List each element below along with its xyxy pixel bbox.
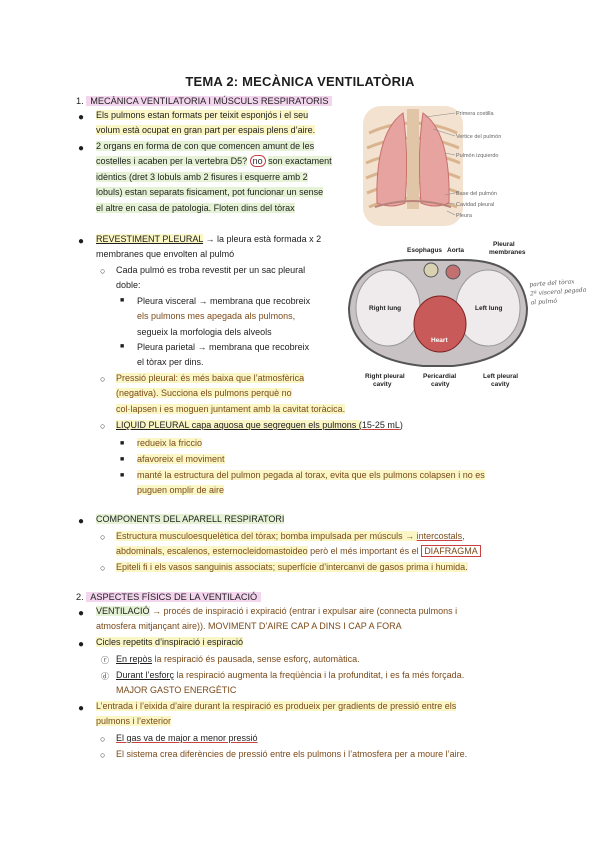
bullet-icon: ● [78, 143, 85, 154]
fig-label: cavity [373, 381, 392, 388]
bullet-icon: ● [78, 703, 85, 714]
fig-label: Pleura [456, 213, 472, 219]
paragraph-pressio: Pressió pleural: és més baixa que l’atmosfèrica (negativa). Succiona els pulmons perquè no col·lapsen i es moguen juntament amb la cavitat toràcica. [116, 373, 346, 414]
fig-label: Primera costilla [456, 111, 494, 117]
paragraph-organs: 2 organs en forma de con que comencen amunt de les costelles i acaben per la vertebra D5? no son exactament idèntics (dret 3 lobuls amb 2 fisures i esquerre amb 2 lobuls) estan separats fisicament, pot funcionar un sense el altre en casa de patologia. Floten dins del tòrax [96, 141, 332, 213]
fig-label: Vertice del pulmón [456, 134, 502, 140]
circle-bullet-icon: ○ [100, 563, 106, 573]
circle-bullet-icon: ○ [100, 734, 106, 744]
circle-bullet-icon: ○ [100, 374, 106, 384]
pleura-figure [343, 238, 533, 388]
section-number: 1. [76, 96, 84, 106]
fig-label: Pericardial [423, 373, 457, 380]
circle-bullet-icon: ○ [100, 266, 106, 276]
bullet-icon: ● [78, 112, 85, 123]
paragraph-esforc: Durant l’esforç la respiració augmenta la freqüència i la profunditat, i es fa més forçada. MAJOR GASTO ENERGÈTIC [116, 670, 465, 696]
circle-bullet-icon: ○ [100, 421, 106, 431]
fig-label: Heart [431, 337, 448, 344]
circle-bullet-icon: ○ [100, 532, 106, 542]
circle-numbered-icon: ⓡ [101, 656, 109, 665]
list-item: redueix la friccio [137, 438, 203, 448]
handwritten-note: parte del tòrax 2ª visceral pegada al pulmó [529, 278, 587, 307]
fig-label: Base del pulmón [456, 191, 497, 197]
paragraph-parietal: Pleura parietal → membrana que recobreix el tòrax per dins. [137, 342, 310, 368]
section-2-heading [76, 592, 261, 602]
square-bullet-icon: ■ [120, 297, 125, 304]
fig-label: Left lung [475, 305, 503, 312]
fig-label: Right lung [369, 305, 402, 312]
square-bullet-icon: ■ [120, 440, 125, 447]
fig-label: membranes [489, 249, 526, 256]
section-number: 2. [76, 592, 84, 602]
section-title: MECÀNICA VENTILATORIA I MÚSCULS RESPIRATORIS [86, 96, 332, 106]
square-bullet-icon: ■ [120, 472, 125, 479]
section-title: ASPECTES FÍSICS DE LA VENTILACIÓ [86, 592, 261, 602]
fig-label: Left pleural [483, 373, 519, 380]
fig-label: cavity [491, 381, 510, 388]
circle-bullet-icon: ○ [100, 750, 106, 760]
paragraph-cada: Cada pulmó es troba revestit per un sac pleural doble: [116, 265, 306, 291]
list-item: manté la estructura del pulmon pegada al torax, evita que els pulmons colapsen i no es puguen omplir de aire [137, 470, 485, 496]
paragraph-pulmons: Els pulmons estan formats per teixit esponjós i el seu volum està ocupat en gran part per espais plens d’aire. [96, 110, 316, 136]
paragraph-cicles: Cicles repetits d’inspiració i espiració [96, 637, 244, 647]
paragraph-repos: En repòs la respiració és pausada, sense esforç, automàtica. [116, 654, 360, 664]
square-bullet-icon: ■ [120, 343, 125, 350]
paragraph-epiteli: Epiteli fi i els vasos sanguinis associats; superfície d’intercanvi de gasos prima i humida. [116, 562, 468, 572]
list-item: afavoreix el moviment [137, 454, 225, 464]
fig-label: Pulmón izquierdo [456, 153, 499, 159]
fig-label: Cavidad pleural [456, 202, 495, 208]
components-heading: COMPONENTS DEL APARELL RESPIRATORI [96, 514, 285, 524]
bullet-icon: ● [78, 608, 85, 619]
page-title: TEMA 2: MECÀNICA VENTILATÒRIA [185, 74, 415, 89]
thorax-figure [355, 103, 535, 228]
bullet-icon: ● [78, 516, 85, 527]
fig-label: cavity [431, 381, 450, 388]
paragraph-revestiment: REVESTIMENT PLEURAL → la pleura està formada x 2 membranes que envolten al pulmó [96, 234, 322, 260]
section-1-heading [76, 96, 332, 106]
paragraph-estructura: Estructura musculoesquelètica del tòrax; bomba impulsada per músculs → intercostals, abdominals, escalenos, esternocleidomastoideo però el més important és el DIAFRAGMA [116, 529, 536, 560]
paragraph-gas: El gas va de major a menor pressió [116, 733, 258, 743]
paragraph-visceral: Pleura visceral → membrana que recobreix els pulmons mes apegada als pulmons, segueix la morfologia dels alveols [137, 296, 311, 337]
bullet-icon: ● [78, 639, 85, 650]
bullet-icon: ● [78, 236, 85, 247]
fig-label: Aorta [447, 247, 464, 254]
paragraph-ventilacio: VENTILACIÓ → procés de inspiració i expiració (entrar i expulsar aire (connecta pulmons i atmosfera mitjançant aire)). MOVIMENT D’AIRE CAP A DINS I CAP A FORA [96, 606, 458, 632]
square-bullet-icon: ■ [120, 456, 125, 463]
paragraph-sistema: El sistema crea diferències de pressió entre els pulmons i l’atmosfera per a moure l’aire. [116, 749, 468, 759]
circle-numbered-icon: ⓓ [101, 672, 109, 681]
fig-label: Esophagus [407, 247, 443, 254]
fig-label: Pleural [493, 241, 515, 248]
paragraph-entrada: L’entrada i l’eixida d’aire durant la respiració es produeix per gradients de pressió entre els pulmons i l’exterior [96, 701, 457, 727]
paragraph-liquid: LIQUID PLEURAL capa aquosa que segreguen els pulmons (15-25 mL) [116, 420, 403, 430]
fig-label: Right pleural [365, 373, 405, 380]
